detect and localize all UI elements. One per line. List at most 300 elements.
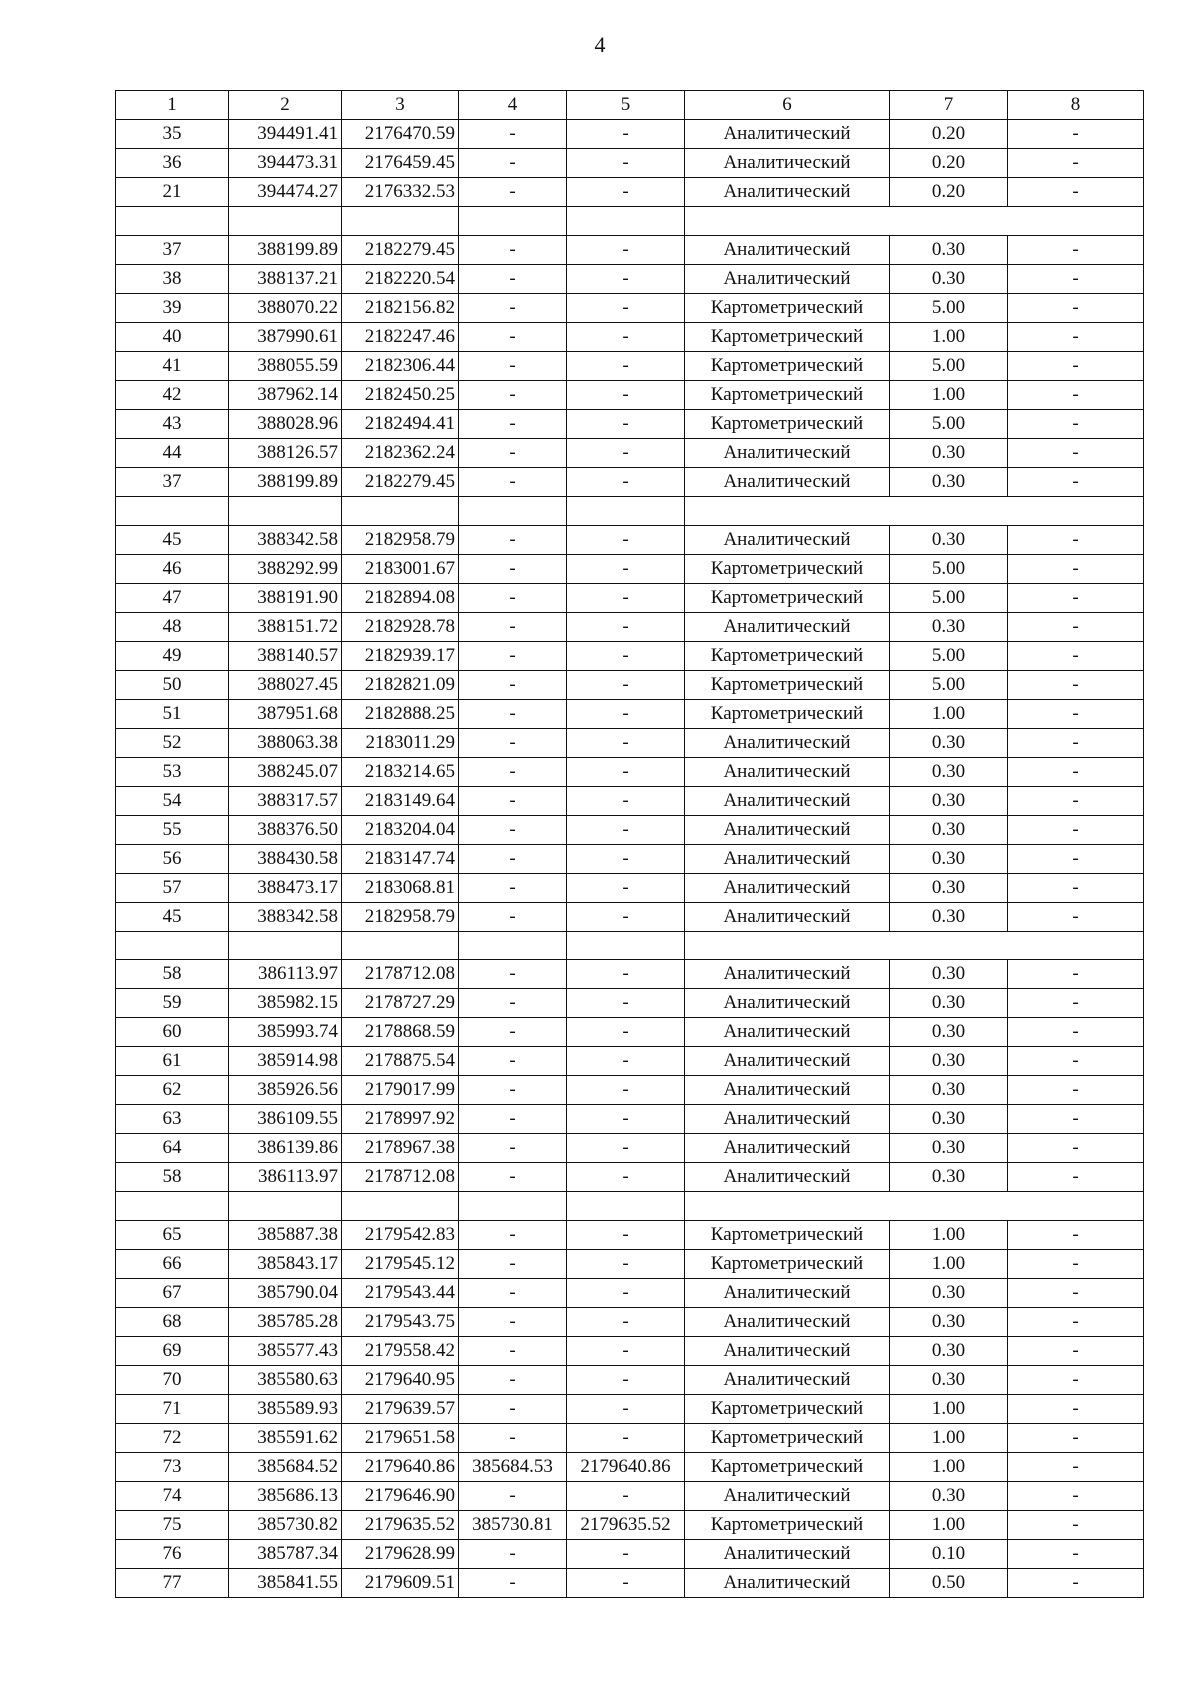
y-old-cell: - [567,902,685,931]
x-coordinate-cell [229,1192,342,1221]
y-coordinate-cell: 2182894.08 [342,583,459,612]
x-coordinate-cell: 387962.14 [229,380,342,409]
note-cell: - [1008,1511,1144,1540]
y-coordinate-cell [342,1192,459,1221]
method-cell: Аналитический [685,1308,890,1337]
method-cell: Картометрический [685,351,890,380]
y-coordinate-cell: 2179651.58 [342,1424,459,1453]
point-number-cell [116,1192,229,1221]
x-coordinate-cell: 388317.57 [229,786,342,815]
accuracy-cell: 0.30 [890,728,1008,757]
y-old-cell: - [567,178,685,207]
method-cell: Аналитический [685,786,890,815]
y-old-cell: - [567,438,685,467]
x-old-cell: - [459,1221,567,1250]
note-cell: - [1008,1424,1144,1453]
y-old-cell: - [567,844,685,873]
table-row [116,1221,1144,1250]
x-coordinate-cell: 386139.86 [229,1134,342,1163]
note-cell: - [1008,728,1144,757]
accuracy-cell: 5.00 [890,293,1008,322]
point-number-cell: 59 [116,989,229,1018]
x-coordinate-cell: 385982.15 [229,989,342,1018]
table-row [116,1250,1144,1279]
y-old-cell: - [567,1279,685,1308]
method-cell: Картометрический [685,1221,890,1250]
y-coordinate-cell: 2183068.81 [342,873,459,902]
note-cell [1008,931,1144,960]
x-coordinate-cell: 387990.61 [229,322,342,351]
coordinates-table [115,90,1144,1598]
point-number-cell: 56 [116,844,229,873]
accuracy-cell: 0.30 [890,1076,1008,1105]
x-old-cell: - [459,554,567,583]
note-cell: - [1008,467,1144,496]
x-old-cell: - [459,178,567,207]
y-coordinate-cell: 2179542.83 [342,1221,459,1250]
y-coordinate-cell: 2183001.67 [342,554,459,583]
accuracy-cell: 0.20 [890,149,1008,178]
accuracy-cell: 0.30 [890,467,1008,496]
note-cell: - [1008,1076,1144,1105]
y-coordinate-cell: 2178967.38 [342,1134,459,1163]
note-cell [1008,207,1144,236]
y-old-cell: - [567,1366,685,1395]
method-cell: Картометрический [685,322,890,351]
x-old-cell [459,1192,567,1221]
note-cell: - [1008,1308,1144,1337]
method-cell [685,1192,890,1221]
note-cell: - [1008,1047,1144,1076]
x-old-cell [459,207,567,236]
x-old-cell: - [459,873,567,902]
y-old-cell: - [567,1076,685,1105]
x-coordinate-cell: 385790.04 [229,1279,342,1308]
accuracy-cell: 0.10 [890,1540,1008,1569]
x-coordinate-cell: 388199.89 [229,467,342,496]
y-coordinate-cell: 2179646.90 [342,1482,459,1511]
note-cell: - [1008,1482,1144,1511]
point-number-cell: 74 [116,1482,229,1511]
method-cell: Аналитический [685,1018,890,1047]
x-coordinate-cell: 388126.57 [229,438,342,467]
note-cell: - [1008,815,1144,844]
y-old-cell: - [567,351,685,380]
x-coordinate-cell: 388140.57 [229,641,342,670]
y-old-cell: - [567,728,685,757]
y-coordinate-cell: 2182279.45 [342,467,459,496]
x-old-cell: - [459,1395,567,1424]
x-old-cell: - [459,728,567,757]
table-row [116,525,1144,554]
table-row [116,786,1144,815]
accuracy-cell: 1.00 [890,1511,1008,1540]
x-coordinate-cell: 385730.82 [229,1511,342,1540]
point-number-cell: 49 [116,641,229,670]
point-number-cell: 63 [116,1105,229,1134]
note-cell: - [1008,525,1144,554]
y-old-cell: - [567,380,685,409]
y-coordinate-cell: 2182247.46 [342,322,459,351]
x-old-cell: - [459,1308,567,1337]
x-coordinate-cell: 385887.38 [229,1221,342,1250]
x-coordinate-cell: 388028.96 [229,409,342,438]
x-old-cell: - [459,1076,567,1105]
y-coordinate-cell: 2182888.25 [342,699,459,728]
note-cell: - [1008,1366,1144,1395]
method-cell: Аналитический [685,1163,890,1192]
note-cell: - [1008,786,1144,815]
y-coordinate-cell: 2182450.25 [342,380,459,409]
header-row [116,91,1144,120]
accuracy-cell: 0.30 [890,438,1008,467]
note-cell: - [1008,351,1144,380]
y-old-cell: - [567,525,685,554]
accuracy-cell: 1.00 [890,1424,1008,1453]
note-cell: - [1008,1453,1144,1482]
accuracy-cell: 0.30 [890,1366,1008,1395]
x-old-cell: - [459,612,567,641]
x-coordinate-cell: 394474.27 [229,178,342,207]
x-old-cell: - [459,786,567,815]
x-old-cell [459,496,567,525]
accuracy-cell: 0.30 [890,902,1008,931]
x-coordinate-cell: 385841.55 [229,1569,342,1598]
accuracy-cell: 0.20 [890,120,1008,149]
accuracy-cell: 5.00 [890,641,1008,670]
accuracy-cell: 5.00 [890,583,1008,612]
table-row [116,235,1144,264]
y-coordinate-cell: 2178727.29 [342,989,459,1018]
y-old-cell: - [567,815,685,844]
point-number-cell: 47 [116,583,229,612]
x-coordinate-cell: 385591.62 [229,1424,342,1453]
accuracy-cell: 0.30 [890,1308,1008,1337]
point-number-cell [116,207,229,236]
y-old-cell: - [567,1540,685,1569]
x-old-cell: - [459,322,567,351]
y-old-cell: - [567,1308,685,1337]
accuracy-cell: 0.30 [890,525,1008,554]
y-coordinate-cell [342,496,459,525]
x-old-cell: - [459,1163,567,1192]
x-old-cell: - [459,1018,567,1047]
note-cell: - [1008,1279,1144,1308]
x-coordinate-cell: 388027.45 [229,670,342,699]
y-old-cell: - [567,786,685,815]
accuracy-cell: 1.00 [890,1250,1008,1279]
method-cell: Картометрический [685,1250,890,1279]
note-cell: - [1008,902,1144,931]
method-cell: Картометрический [685,1511,890,1540]
method-cell: Аналитический [685,757,890,786]
point-number-cell: 36 [116,149,229,178]
y-old-cell: - [567,1569,685,1598]
y-coordinate-cell: 2182156.82 [342,293,459,322]
point-number-cell: 58 [116,1163,229,1192]
note-cell [1008,1192,1144,1221]
y-old-cell: - [567,989,685,1018]
point-number-cell: 45 [116,525,229,554]
x-old-cell: - [459,467,567,496]
separator-row [116,207,1144,236]
x-old-cell: - [459,409,567,438]
note-cell: - [1008,612,1144,641]
method-cell: Аналитический [685,438,890,467]
method-cell: Аналитический [685,902,890,931]
x-coordinate-cell: 388191.90 [229,583,342,612]
point-number-cell: 48 [116,612,229,641]
y-old-cell: - [567,1395,685,1424]
method-cell: Картометрический [685,380,890,409]
table-row [116,1453,1144,1482]
y-old-cell: - [567,120,685,149]
column-header-7: 7 [890,91,1008,120]
table-row [116,1337,1144,1366]
method-cell: Аналитический [685,149,890,178]
x-old-cell: - [459,1047,567,1076]
point-number-cell: 76 [116,1540,229,1569]
y-coordinate-cell: 2179558.42 [342,1337,459,1366]
y-old-cell: - [567,293,685,322]
method-cell: Аналитический [685,1047,890,1076]
method-cell [685,207,890,236]
note-cell [1008,496,1144,525]
accuracy-cell [890,207,1008,236]
accuracy-cell: 0.30 [890,873,1008,902]
y-coordinate-cell: 2183147.74 [342,844,459,873]
x-coordinate-cell: 385686.13 [229,1482,342,1511]
table-row [116,960,1144,989]
table-row [116,844,1144,873]
x-old-cell: - [459,264,567,293]
note-cell: - [1008,235,1144,264]
point-number-cell: 46 [116,554,229,583]
table-row [116,554,1144,583]
x-old-cell: - [459,1250,567,1279]
point-number-cell: 54 [116,786,229,815]
table-row [116,1279,1144,1308]
y-old-cell [567,496,685,525]
y-coordinate-cell: 2182958.79 [342,902,459,931]
point-number-cell: 77 [116,1569,229,1598]
y-coordinate-cell: 2183214.65 [342,757,459,786]
point-number-cell: 42 [116,380,229,409]
table-row [116,1308,1144,1337]
y-coordinate-cell: 2183149.64 [342,786,459,815]
x-old-cell: - [459,525,567,554]
point-number-cell: 67 [116,1279,229,1308]
table-row [116,815,1144,844]
y-old-cell: - [567,554,685,583]
method-cell: Аналитический [685,1105,890,1134]
note-cell: - [1008,583,1144,612]
method-cell: Аналитический [685,467,890,496]
note-cell: - [1008,1395,1144,1424]
y-coordinate-cell: 2179545.12 [342,1250,459,1279]
x-coordinate-cell: 388137.21 [229,264,342,293]
y-coordinate-cell: 2182928.78 [342,612,459,641]
method-cell: Аналитический [685,815,890,844]
table-row [116,293,1144,322]
y-coordinate-cell: 2179640.95 [342,1366,459,1395]
y-coordinate-cell: 2179609.51 [342,1569,459,1598]
x-old-cell: - [459,235,567,264]
column-header-4: 4 [459,91,567,120]
note-cell: - [1008,1105,1144,1134]
x-old-cell: - [459,438,567,467]
y-old-cell: - [567,1250,685,1279]
method-cell: Аналитический [685,612,890,641]
y-coordinate-cell: 2178712.08 [342,960,459,989]
method-cell: Аналитический [685,873,890,902]
x-old-cell: - [459,1540,567,1569]
note-cell: - [1008,1163,1144,1192]
accuracy-cell: 0.30 [890,989,1008,1018]
accuracy-cell: 5.00 [890,554,1008,583]
x-coordinate-cell: 388151.72 [229,612,342,641]
table-row [116,1569,1144,1598]
table-row [116,1018,1144,1047]
note-cell: - [1008,322,1144,351]
accuracy-cell: 0.50 [890,1569,1008,1598]
accuracy-cell: 0.30 [890,612,1008,641]
table-row [116,1134,1144,1163]
y-coordinate-cell: 2176332.53 [342,178,459,207]
y-old-cell [567,1192,685,1221]
y-coordinate-cell: 2176459.45 [342,149,459,178]
y-coordinate-cell: 2183204.04 [342,815,459,844]
method-cell: Картометрический [685,554,890,583]
table-row [116,728,1144,757]
x-coordinate-cell [229,496,342,525]
y-old-cell: - [567,322,685,351]
accuracy-cell: 1.00 [890,322,1008,351]
point-number-cell: 65 [116,1221,229,1250]
table-row [116,1540,1144,1569]
y-old-cell: - [567,1105,685,1134]
y-coordinate-cell: 2182821.09 [342,670,459,699]
accuracy-cell: 0.30 [890,235,1008,264]
x-old-cell [459,931,567,960]
x-old-cell: 385684.53 [459,1453,567,1482]
y-old-cell: - [567,1221,685,1250]
accuracy-cell [890,931,1008,960]
note-cell: - [1008,149,1144,178]
accuracy-cell: 0.30 [890,815,1008,844]
point-number-cell: 21 [116,178,229,207]
x-old-cell: - [459,699,567,728]
table-row [116,757,1144,786]
note-cell: - [1008,438,1144,467]
accuracy-cell: 0.30 [890,786,1008,815]
point-number-cell: 68 [116,1308,229,1337]
x-old-cell: - [459,120,567,149]
y-coordinate-cell: 2183011.29 [342,728,459,757]
accuracy-cell: 1.00 [890,699,1008,728]
method-cell: Аналитический [685,1482,890,1511]
y-old-cell: - [567,960,685,989]
y-old-cell: - [567,1337,685,1366]
table-row [116,351,1144,380]
note-cell: - [1008,670,1144,699]
note-cell: - [1008,1540,1144,1569]
accuracy-cell: 5.00 [890,670,1008,699]
y-old-cell: - [567,1482,685,1511]
table-row [116,178,1144,207]
note-cell: - [1008,1134,1144,1163]
y-coordinate-cell: 2178712.08 [342,1163,459,1192]
point-number-cell: 40 [116,322,229,351]
x-coordinate-cell: 388376.50 [229,815,342,844]
accuracy-cell: 0.20 [890,178,1008,207]
method-cell [685,931,890,960]
method-cell [685,496,890,525]
y-old-cell: - [567,1163,685,1192]
x-old-cell: - [459,989,567,1018]
y-coordinate-cell: 2179543.75 [342,1308,459,1337]
table-row [116,612,1144,641]
y-old-cell: 2179640.86 [567,1453,685,1482]
point-number-cell: 43 [116,409,229,438]
point-number-cell [116,496,229,525]
table-row [116,989,1144,1018]
x-coordinate-cell: 394473.31 [229,149,342,178]
table-row [116,409,1144,438]
method-cell: Аналитический [685,960,890,989]
accuracy-cell: 0.30 [890,1163,1008,1192]
accuracy-cell: 0.30 [890,1047,1008,1076]
point-number-cell: 37 [116,467,229,496]
point-number-cell: 44 [116,438,229,467]
x-coordinate-cell: 388245.07 [229,757,342,786]
method-cell: Аналитический [685,989,890,1018]
y-coordinate-cell [342,207,459,236]
accuracy-cell: 0.30 [890,264,1008,293]
point-number-cell: 66 [116,1250,229,1279]
method-cell: Аналитический [685,264,890,293]
column-header-3: 3 [342,91,459,120]
point-number-cell: 62 [116,1076,229,1105]
table-row [116,380,1144,409]
x-coordinate-cell: 388063.38 [229,728,342,757]
x-coordinate-cell: 388055.59 [229,351,342,380]
note-cell: - [1008,1250,1144,1279]
point-number-cell: 60 [116,1018,229,1047]
point-number-cell: 41 [116,351,229,380]
y-old-cell: - [567,149,685,178]
x-old-cell: - [459,149,567,178]
x-coordinate-cell: 385926.56 [229,1076,342,1105]
y-coordinate-cell: 2182958.79 [342,525,459,554]
x-coordinate-cell: 386113.97 [229,1163,342,1192]
x-old-cell: - [459,583,567,612]
y-old-cell: - [567,757,685,786]
note-cell: - [1008,409,1144,438]
point-number-cell [116,931,229,960]
point-number-cell: 61 [116,1047,229,1076]
y-coordinate-cell: 2178997.92 [342,1105,459,1134]
method-cell: Аналитический [685,1076,890,1105]
method-cell: Аналитический [685,525,890,554]
method-cell: Аналитический [685,728,890,757]
note-cell: - [1008,380,1144,409]
table-row [116,1076,1144,1105]
table-row [116,1105,1144,1134]
separator-row [116,931,1144,960]
point-number-cell: 50 [116,670,229,699]
point-number-cell: 64 [116,1134,229,1163]
